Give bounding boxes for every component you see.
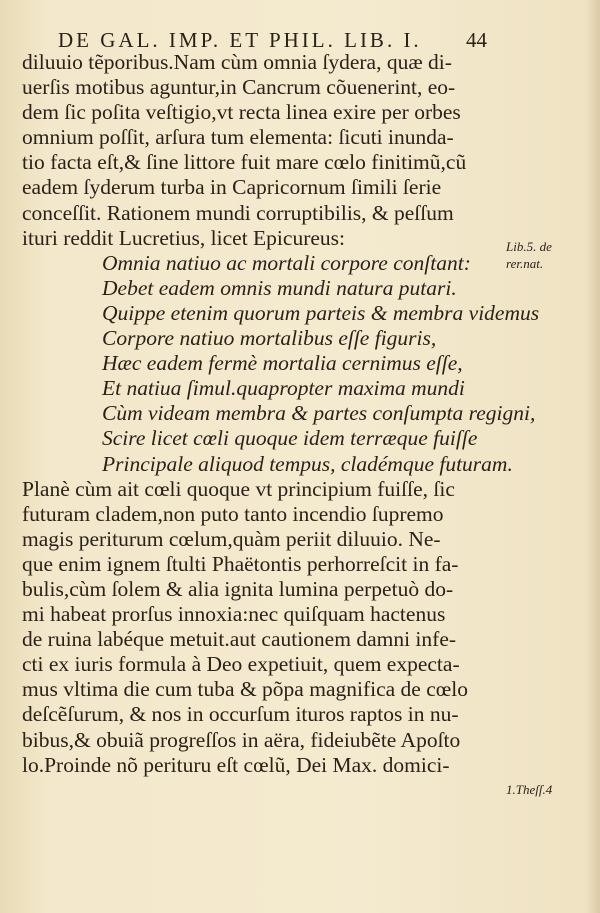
- text-line: omnium poſſit, arſura tum elementa: ſicuti inunda-: [22, 125, 454, 150]
- text-line: conceſſit. Rationem mundi corruptibilis, & peſſum: [22, 200, 454, 225]
- text-line: magis periturum cœlum,quàm periit diluuio. Ne-: [22, 526, 441, 551]
- text-line: uerſis motibus aguntur,in Cancrum cõuenerint, eo-: [22, 75, 456, 100]
- verse-line: Quippe etenim quorum parteis & membra videmus: [102, 300, 540, 325]
- prose-block-top: [22, 50, 502, 251]
- verse-line: Omnia natiuo ac mortali corpore conſtant:: [102, 250, 471, 275]
- text-line: de ruina labéque metuit.aut cautionem damni infe-: [22, 627, 457, 652]
- verse-line: Scire licet cœli quoque idem terræque fuiſſe: [102, 426, 478, 451]
- margin-note-line: rer.nat.: [506, 256, 544, 271]
- text-line: Planè cùm ait cœli quoque vt principium fuiſſe, ſic: [22, 476, 455, 501]
- margin-note-line: Lib.5. de: [506, 239, 552, 254]
- verse-line: Hæc eadem fermè mortalia cernimus eſſe,: [102, 351, 463, 376]
- text-line: eadem ſyderum turba in Capricornum ſimili ſerie: [22, 175, 442, 200]
- text-line: diluuio tẽporibus.Nam cùm omnia ſydera, quæ di-: [22, 50, 452, 74]
- text-line: deſcẽſurum, & nos in occurſum ituros raptos in nu-: [22, 702, 459, 727]
- verse-line: Principale aliquod tempus, cladémque futuram.: [102, 451, 513, 476]
- text-line: tio facta eſt,& ſine littore fuit mare cœlo finitimũ,cũ: [22, 150, 467, 175]
- text-line: futuram cladem,non puto tanto incendio ſupremo: [22, 501, 444, 526]
- page-number: 44: [466, 28, 487, 52]
- verse-line: Corpore natiuo mortalibus eſſe figuris,: [102, 326, 437, 351]
- verse-line: Cùm videam membra & partes conſumpta regigni,: [102, 401, 536, 426]
- page-edge-shadow: [586, 0, 600, 913]
- text-line: bulis,cùm ſolem & alia ignita lumina perpetuò do-: [22, 576, 454, 601]
- margin-note-lucretius: [506, 238, 552, 272]
- running-title: DE GAL. IMP. ET PHIL. LIB. I.: [58, 28, 422, 52]
- prose-block-bottom: [22, 477, 502, 778]
- text-line: bibus,& obuiã progreſſos in aëra, fideiubẽte Apoſto: [22, 727, 461, 752]
- margin-note-line: 1.Theſſ.4: [506, 782, 553, 797]
- text-line: cti ex iuris formula à Deo expetiuit, quem expecta-: [22, 652, 460, 677]
- text-line: ituri reddit Lucretius, licet Epicureus:: [22, 225, 345, 250]
- text-line: que enim ignem ſtulti Phaëtontis perhorreſcit in fa-: [22, 551, 459, 576]
- margin-note-thessalonians: [506, 781, 552, 798]
- verse-line: Et natiua ſimul.quapropter maxima mundi: [102, 376, 465, 401]
- text-line: lo.Proinde nõ perituru eſt cœlũ, Dei Max. domici-: [22, 752, 450, 777]
- text-line: dem ſic poſita veſtigio,vt recta linea exire per orbes: [22, 100, 461, 125]
- text-line: mus vltima die cum tuba & põpa magnifica de cœlo: [22, 677, 469, 702]
- verse-line: Debet eadem omnis mundi natura putari.: [102, 275, 457, 300]
- text-line: mi habeat prorſus innoxia:nec quiſquam hactenus: [22, 602, 446, 627]
